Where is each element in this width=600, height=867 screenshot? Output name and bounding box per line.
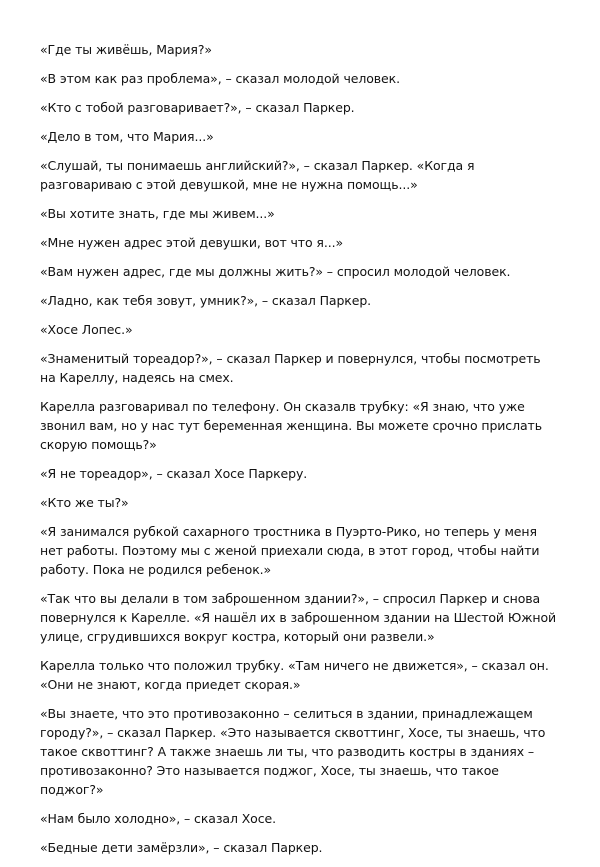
paragraph: Карелла разговаривал по телефону. Он сказалв трубку: «Я знаю, что уже звонил вам, но у нас тут беременная женщина. Вы можете срочно прислать скорую помощь?» — [40, 399, 542, 452]
paragraph: «В этом как раз проблема», – сказал молодой человек. — [40, 71, 400, 86]
paragraph: «Вам нужен адрес, где мы должны жить?» – спросил молодой человек. — [40, 264, 511, 279]
paragraph: «Слушай, ты понимаешь английский?», – сказал Паркер. «Когда я разговариваю с этой девушкой, мне не нужна помощь...» — [40, 158, 475, 192]
document-page — [40, 40, 560, 867]
paragraph: «Кто же ты?» — [40, 495, 129, 510]
paragraph: «Вы хотите знать, где мы живем...» — [40, 206, 275, 221]
paragraph: «Кто с тобой разговаривает?», – сказал Паркер. — [40, 100, 355, 115]
paragraph: «Вы знаете, что это противозаконно – селиться в здании, принадлежащем городу?», – сказал Паркер. «Это называется сквоттинг, Хосе, ты знаешь, что такое сквоттинг? А также знаешь ли ты, что разводить костры в зданиях – противозаконно? Это называется поджог, Хосе, ты знаешь, что такое поджог?» — [40, 706, 546, 797]
paragraph: «Где ты живёшь, Мария?» — [40, 42, 212, 57]
paragraph: «Знаменитый тореадор?», – сказал Паркер и повернулся, чтобы посмотреть на Кареллу, надеясь на смех. — [40, 351, 541, 385]
paragraph: «Мне нужен адрес этой девушки, вот что я...» — [40, 235, 343, 250]
paragraph: «Дело в том, что Мария...» — [40, 129, 214, 144]
paragraph: «Бедные дети замёрзли», – сказал Паркер. — [40, 840, 323, 855]
paragraph: «Ладно, как тебя зовут, умник?», – сказал Паркер. — [40, 293, 372, 308]
paragraph: «Хосе Лопес.» — [40, 322, 133, 337]
paragraph: «Я занимался рубкой сахарного тростника в Пуэрто-Рико, но теперь у меня нет работы. Поэтому мы с женой приехали сюда, в этот город, чтобы найти работу. Пока не родился ребенок.» — [40, 524, 540, 577]
paragraph: «Так что вы делали в том заброшенном здании?», – спросил Паркер и снова повернулся к Карелле. «Я нашёл их в заброшенном здании на Шестой Южной улице, сгрудившихся вокруг костра, который они развели.» — [40, 591, 557, 644]
paragraph: «Я не тореадор», – сказал Хосе Паркеру. — [40, 466, 308, 481]
paragraph: Карелла только что положил трубку. «Там ничего не движется», – сказал он. «Они не знают, когда приедет скорая.» — [40, 658, 549, 692]
paragraph: «Нам было холодно», – сказал Хосе. — [40, 811, 276, 826]
